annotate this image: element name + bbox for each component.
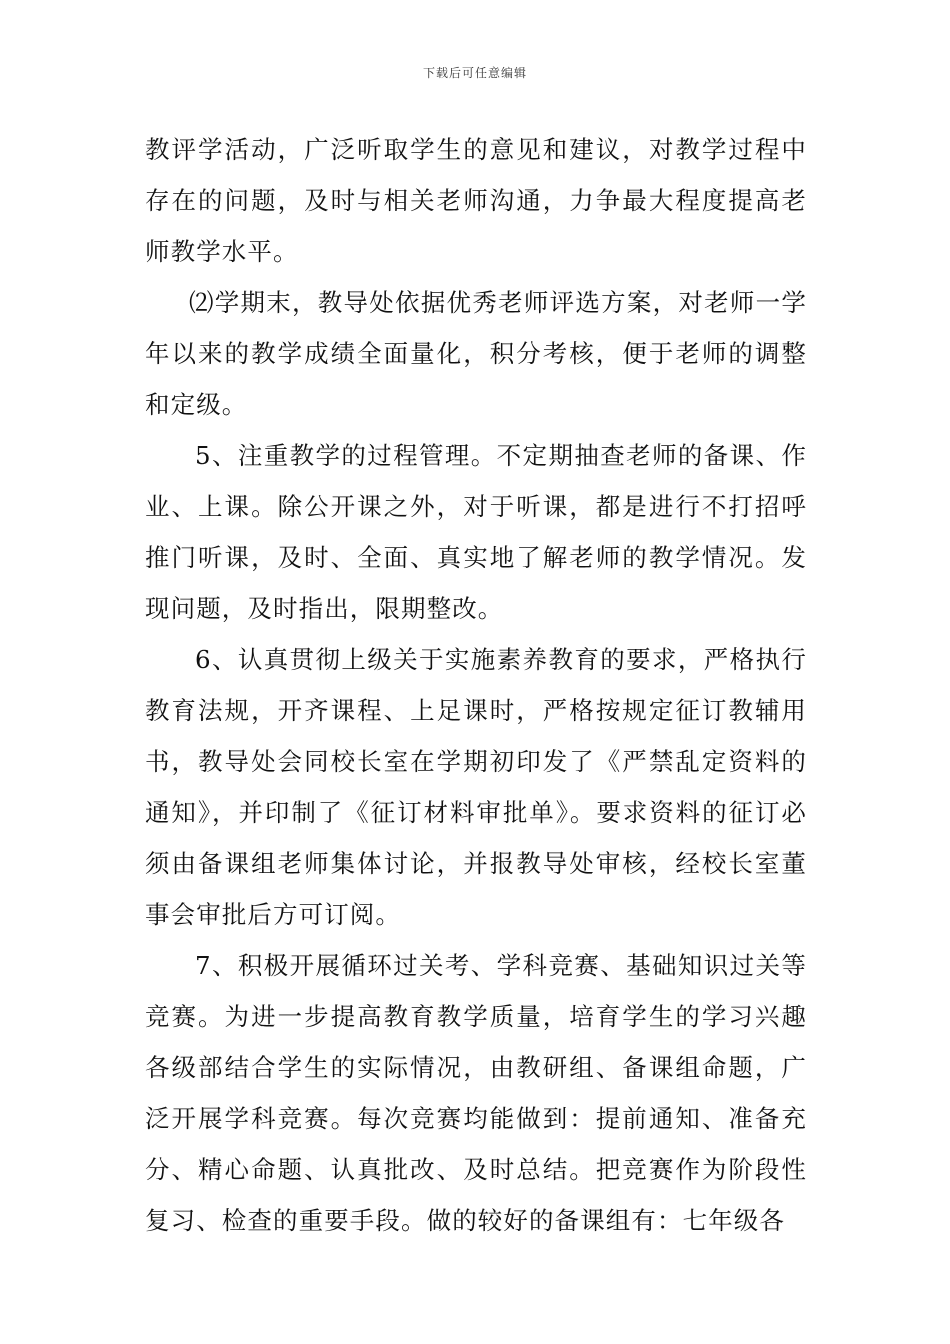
- paragraph-item-2: ⑵学期末，教导处依据优秀老师评选方案，对老师一学年以来的教学成绩全面量化，积分考核，便于老师的调整和定级。: [145, 288, 807, 419]
- paragraph-continued: 教评学活动，广泛听取学生的意见和建议，对教学过程中存在的问题，及时与相关老师沟通，力争最大程度提高老师教学水平。: [145, 135, 807, 266]
- paragraph-item-5: 5、注重教学的过程管理。不定期抽查老师的备课、作业、上课。除公开课之外，对于听课，都是进行不打招呼推门听课，及时、全面、真实地了解老师的教学情况。发现问题，及时指出，限期整改。: [145, 441, 807, 623]
- paragraph-item-6: 6、认真贯彻上级关于实施素养教育的要求，严格执行教育法规，开齐课程、上足课时，严格按规定征订教辅用书，教导处会同校长室在学期初印发了《严禁乱定资料的通知》，并印制了《征订材料审批单》。要求资料的征订必须由备课组老师集体讨论，并报教导处审核，经校长室董事会审批后方可订阅。: [145, 645, 807, 929]
- paragraph-item-7: 7、积极开展循环过关考、学科竞赛、基础知识过关等竞赛。为进一步提高教育教学质量，培育学生的学习兴趣各级部结合学生的实际情况，由教研组、备课组命题，广泛开展学科竞赛。每次竞赛均能做到：提前通知、准备充分、精心命题、认真批改、及时总结。把竞赛作为阶段性复习、检查的重要手段。做的较好的备课组有：七年级各: [145, 951, 807, 1235]
- page-header: 下载后可任意编辑: [422, 66, 527, 80]
- document-body: [145, 124, 807, 1246]
